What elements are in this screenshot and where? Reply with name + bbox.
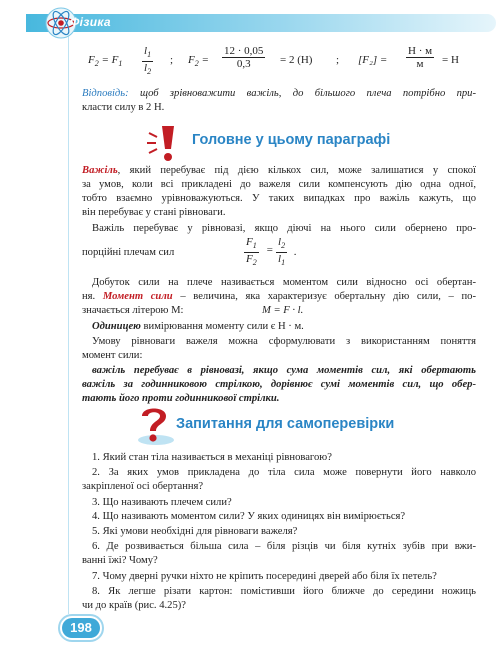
question-8-line-2: чи до країв (рис. 4.25)? bbox=[82, 600, 186, 611]
question-1: 1. Який стан тіла називається в механіці рівновагою? bbox=[92, 452, 332, 463]
formula-unit-result: = Н bbox=[442, 54, 459, 66]
proportion-formula: $\frac{F_1}{F_2}$ = $\frac{l_2}{l_1}$ . bbox=[246, 236, 297, 268]
question-6-line-2: ванні їжі? Чому? bbox=[82, 555, 158, 566]
question-7: 7. Чому дверні ручки ніхто не кріпить посередині дверей або біля їх петель? bbox=[92, 571, 437, 582]
question-2-line-1: 2. За яких умов прикладена до тіла сила може повернути його навколо bbox=[92, 467, 476, 478]
rule-line-1: важіль перебуває в рівновазі, якщо сума моментів сил, які обертають bbox=[92, 365, 476, 376]
main-p5-line-2: момент сили: bbox=[82, 350, 143, 361]
formula-unit-fraction: Н · м м bbox=[408, 45, 433, 70]
question-6-line-1: 6. Де розвивається більша сила – біля різців чи біля кутніх зубів при вжи- bbox=[92, 541, 476, 552]
main-p5-line-1: Умову рівноваги важеля можна сформулювати з використанням поняття bbox=[92, 336, 476, 347]
main-p1-line-4: він перебуває у стані рівноваги. bbox=[82, 207, 226, 218]
header-title: Фізика bbox=[70, 15, 111, 29]
formula-unit-lhs: [F₂] = bbox=[358, 54, 388, 66]
formula-f2-calc: $F_2$ = bbox=[188, 54, 209, 69]
main-p1-line-1: Важіль, який перебуває під дією кількох сил, може залишатися у спокої bbox=[82, 165, 476, 176]
question-3: 3. Що називають плечем сили? bbox=[92, 497, 232, 508]
exclamation-icon bbox=[145, 121, 189, 165]
formula-calc-result: = 2 (Н) bbox=[280, 54, 313, 66]
main-p1-line-2: за умов, коли всі прикладені до важеля сили компенсують дію одна одної, bbox=[82, 179, 476, 190]
main-p2-line-2: порційні плечам сил bbox=[82, 247, 175, 258]
question-icon bbox=[130, 400, 178, 448]
answer-line-1: Відповідь: щоб зрівноважити важіль, до більшого плеча потрібно при- bbox=[82, 88, 476, 99]
question-4: 4. Що називають моментом сили? У яких одиницях він вимірюється? bbox=[92, 511, 406, 522]
page-number: 198 bbox=[62, 618, 100, 638]
question-5: 5. Які умови необхідні для рівноваги важеля? bbox=[92, 526, 298, 537]
formula-ratio-l1-l2: $\frac{l_1}{l_2}$ bbox=[144, 45, 152, 77]
answer-line-2: класти силу в 2 Н. bbox=[82, 102, 165, 113]
question-8-line-1: 8. Як легше різати картон: помістивши його ближче до середини ножиць bbox=[92, 586, 476, 597]
section-title-questions: Запитання для самоперевірки bbox=[176, 416, 395, 432]
formula-row bbox=[88, 42, 478, 82]
main-p4-line: Одиницею вимірювання моменту сили є Н · м. bbox=[92, 321, 304, 332]
section-title-main: Головне у цьому параграфі bbox=[192, 132, 391, 148]
formula-sep-1: ; bbox=[170, 54, 174, 66]
main-p3-line-1: Добуток сили на плече називається моментом сили відносно осі обертан- bbox=[92, 277, 476, 288]
main-p3-line-3: значається літерою М: M = F · l. bbox=[82, 305, 304, 316]
formula-calc-fraction: $\frac{12 \cdot 0,05}{0,3}$ bbox=[224, 45, 264, 70]
main-p1-line-3: тобто взаємно урівноважуються. У таких випадках про важіль кажуть, що bbox=[82, 193, 476, 204]
question-2-line-2: закріпленої осі обертання? bbox=[82, 481, 204, 492]
main-p3-line-2: ня. Момент сили – величина, яка характеризує обертальну дію сили, – по- bbox=[82, 291, 476, 302]
formula-f2: $F_2 = F_1$ bbox=[88, 54, 123, 69]
rule-line-3: тають його проти годинникової стрілки. bbox=[82, 393, 280, 404]
margin-line bbox=[68, 34, 69, 614]
main-p2-line-1: Важіль перебуває у рівновазі, якщо діючі на нього сили обернено про- bbox=[92, 223, 476, 234]
rule-line-2: важіль за годинниковою стрілкою, дорівнює сумі моментів сил, що обер- bbox=[82, 379, 476, 390]
formula-sep-2: ; bbox=[336, 54, 340, 66]
